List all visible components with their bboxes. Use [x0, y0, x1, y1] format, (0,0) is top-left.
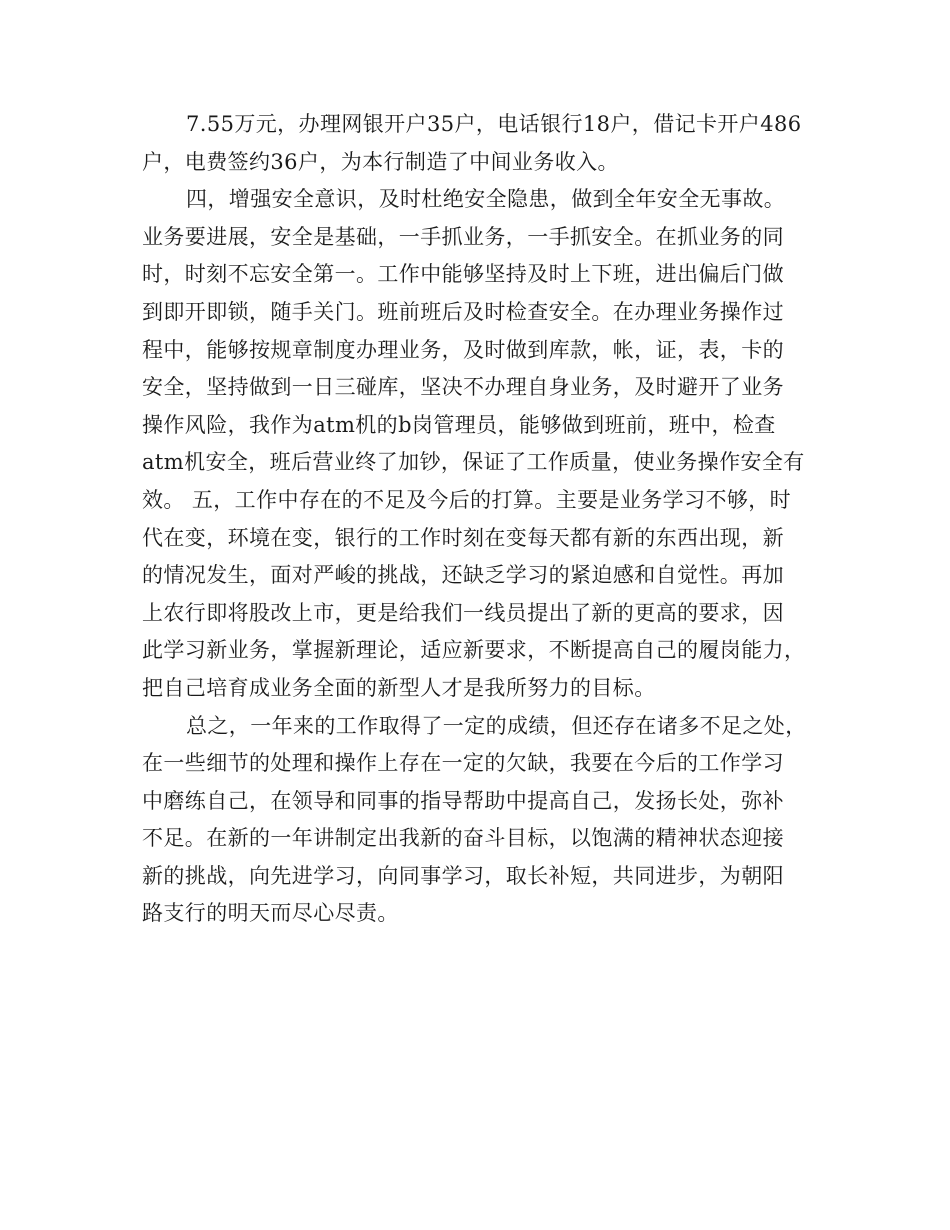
text-line: 程中，能够按规章制度办理业务，及时做到库款，帐，证，表，卡的	[142, 337, 784, 362]
text-line: 7.55万元，办理网银开户35户，电话银行18户，借记卡开户486	[186, 112, 802, 136]
text-line: 户，电费签约36户，为本行制造了中间业务收入。	[142, 149, 619, 174]
text-line: 业务要进展，安全是基础，一手抓业务，一手抓安全。在抓业务的同	[142, 224, 784, 249]
text-line: 效。 五，工作中存在的不足及今后的打算。主要是业务学习不够，时	[142, 487, 792, 512]
text-line: atm机安全，班后营业终了加钞，保证了工作质量，使业务操作安全有	[142, 450, 805, 475]
text-line: 四，增强安全意识，及时杜绝安全隐患，做到全年安全无事故。	[186, 187, 786, 212]
text-line: 的情况发生，面对严峻的挑战，还缺乏学习的紧迫感和自觉性。再加	[142, 563, 784, 588]
text-line: 此学习新业务，掌握新理论，适应新要求，不断提高自己的履岗能力，	[142, 638, 806, 663]
text-line: 到即开即锁，随手关门。班前班后及时检查安全。在办理业务操作过	[142, 299, 784, 324]
text-line: 路支行的明天而尽心尽责。	[142, 901, 399, 926]
text-line: 操作风险，我作为atm机的b岗管理员，能够做到班前，班中，检查	[142, 412, 776, 437]
text-line: 时，时刻不忘安全第一。工作中能够坚持及时上下班，进出偏后门做	[142, 262, 784, 287]
text-line: 中磨练自己，在领导和同事的指导帮助中提高自己，发扬长处，弥补	[142, 788, 784, 813]
text-line: 安全，坚持做到一日三碰库，坚决不办理自身业务，及时避开了业务	[142, 375, 784, 400]
text-line: 把自己培育成业务全面的新型人才是我所努力的目标。	[142, 675, 656, 700]
text-line: 不足。在新的一年讲制定出我新的奋斗目标，以饱满的精神状态迎接	[142, 826, 784, 851]
text-line: 代在变，环境在变，银行的工作时刻在变每天都有新的东西出现，新	[142, 525, 784, 550]
text-line: 新的挑战，向先进学习，向同事学习，取长补短，共同进步，为朝阳	[142, 863, 784, 888]
document-body	[142, 106, 814, 933]
text-line: 在一些细节的处理和操作上存在一定的欠缺，我要在今后的工作学习	[142, 751, 784, 776]
text-line: 总之，一年来的工作取得了一定的成绩，但还存在诸多不足之处，	[186, 713, 807, 738]
text-line: 上农行即将股改上市，更是给我们一线员提出了新的更高的要求，因	[142, 600, 784, 625]
